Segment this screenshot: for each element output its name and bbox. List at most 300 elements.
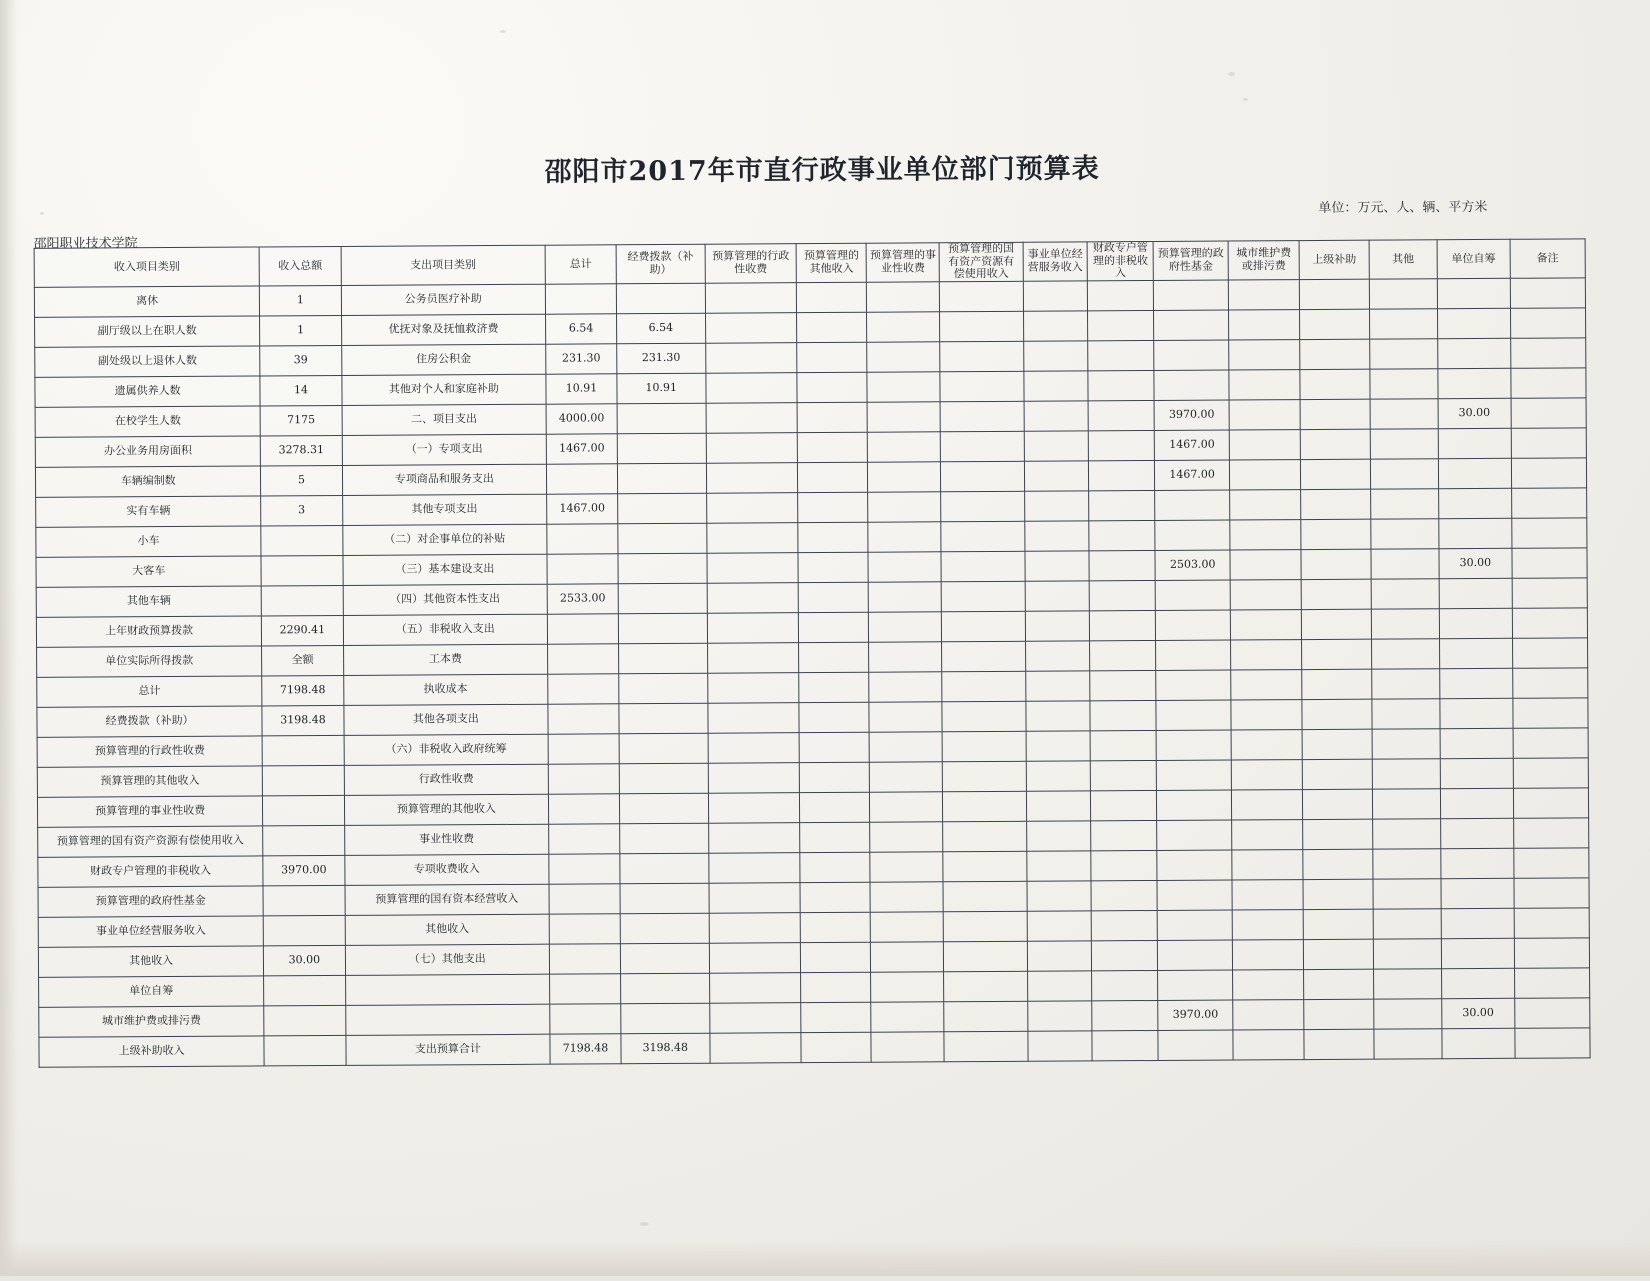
value-superior-subsidy xyxy=(1301,609,1371,639)
value-appropriation xyxy=(617,433,706,464)
value-superior-subsidy xyxy=(1303,849,1373,879)
value-state-asset xyxy=(941,581,1025,612)
value-nontax xyxy=(1088,370,1154,400)
value-institutional-fee xyxy=(871,1002,944,1032)
value-remarks xyxy=(1512,638,1587,668)
value-other xyxy=(1370,369,1438,399)
value-institutional-fee xyxy=(868,492,941,522)
value-institutional-fee xyxy=(870,792,943,822)
value-other-income xyxy=(801,942,871,972)
value-appropriation xyxy=(616,283,705,314)
value-other xyxy=(1374,999,1442,1029)
value-remarks xyxy=(1510,308,1585,338)
value-institutional-fee xyxy=(869,702,942,732)
value-operating-service xyxy=(1025,581,1090,611)
value-appropriation xyxy=(620,823,709,854)
value-admin-fee xyxy=(709,913,801,944)
value-nontax xyxy=(1092,910,1158,940)
value-operating-service xyxy=(1024,491,1089,521)
value-self-raised xyxy=(1438,488,1511,518)
value-other xyxy=(1374,1029,1442,1059)
page-title: 邵阳市2017年市直行政事业单位部门预算表 xyxy=(544,153,1100,188)
value-nontax xyxy=(1091,880,1157,910)
value-remarks xyxy=(1515,1028,1590,1058)
value-self-raised xyxy=(1437,308,1510,338)
value-government-fund xyxy=(1154,340,1229,370)
value-city-maintenance xyxy=(1231,670,1302,700)
value-total: 1467.00 xyxy=(547,494,618,524)
value-city-maintenance xyxy=(1231,610,1302,640)
value-superior-subsidy xyxy=(1299,279,1369,309)
value-nontax xyxy=(1090,640,1156,670)
value-appropriation xyxy=(617,403,706,434)
value-government-fund: 1467.00 xyxy=(1154,430,1229,460)
value-state-asset xyxy=(944,1001,1028,1032)
value-superior-subsidy xyxy=(1301,519,1371,549)
value-admin-fee xyxy=(706,523,798,554)
value-nontax xyxy=(1092,940,1158,970)
value-other-income xyxy=(801,1002,871,1032)
value-government-fund: 1467.00 xyxy=(1154,460,1229,490)
value-government-fund xyxy=(1154,370,1229,400)
value-appropriation xyxy=(620,943,709,974)
value-total: 4000.00 xyxy=(546,404,617,434)
value-admin-fee xyxy=(707,643,799,674)
value-operating-service xyxy=(1024,431,1089,461)
value-admin-fee xyxy=(709,943,801,974)
value-nontax xyxy=(1088,400,1154,430)
income-amount: 30.00 xyxy=(264,945,346,975)
income-label: 财政专户管理的非税收入 xyxy=(38,856,263,887)
expense-label: 预算管理的国有资本经营收入 xyxy=(345,884,550,915)
value-other-income xyxy=(799,612,869,642)
value-state-asset xyxy=(942,611,1026,642)
value-other xyxy=(1371,549,1439,579)
income-label: 经费拨款（补助） xyxy=(37,706,262,737)
value-institutional-fee xyxy=(869,732,942,762)
value-state-asset xyxy=(940,371,1024,402)
income-label: 事业单位经营服务收入 xyxy=(38,916,263,947)
income-amount: 3198.48 xyxy=(262,705,344,735)
unit-note: 单位：万元、人、辆、平方米 xyxy=(1318,199,1488,216)
header-income-category: 收入项目类别 xyxy=(34,247,260,287)
value-other-income xyxy=(800,882,870,912)
value-remarks xyxy=(1512,668,1587,698)
value-nontax xyxy=(1090,730,1156,760)
value-admin-fee xyxy=(705,343,797,374)
value-government-fund xyxy=(1155,520,1230,550)
value-operating-service xyxy=(1026,791,1091,821)
value-admin-fee xyxy=(706,373,798,404)
income-label: 上级补助收入 xyxy=(39,1036,264,1067)
value-other xyxy=(1372,699,1440,729)
value-city-maintenance xyxy=(1231,730,1302,760)
value-total xyxy=(548,644,619,674)
value-superior-subsidy xyxy=(1303,819,1373,849)
value-state-asset xyxy=(941,491,1025,522)
value-superior-subsidy xyxy=(1303,909,1373,939)
value-state-asset xyxy=(942,671,1026,702)
expense-label xyxy=(345,974,550,1005)
value-appropriation xyxy=(620,853,709,884)
value-nontax xyxy=(1091,760,1157,790)
value-superior-subsidy xyxy=(1300,339,1370,369)
value-state-asset xyxy=(941,431,1025,462)
value-government-fund xyxy=(1155,610,1230,640)
value-admin-fee xyxy=(705,313,797,344)
value-appropriation xyxy=(619,763,708,794)
value-remarks xyxy=(1513,818,1588,848)
value-admin-fee xyxy=(708,733,800,764)
value-other-income xyxy=(799,642,869,672)
value-state-asset xyxy=(943,881,1027,912)
value-government-fund xyxy=(1156,730,1231,760)
value-city-maintenance xyxy=(1232,850,1303,880)
income-amount: 7198.48 xyxy=(262,675,344,705)
value-total xyxy=(549,884,620,914)
income-label: 预算管理的政府性基金 xyxy=(38,886,263,917)
expense-label: 其他专项支出 xyxy=(342,494,547,525)
value-operating-service xyxy=(1026,701,1091,731)
value-total xyxy=(546,464,617,494)
value-superior-subsidy xyxy=(1302,669,1372,699)
expense-label: 专项商品和服务支出 xyxy=(342,464,547,495)
value-appropriation xyxy=(618,523,707,554)
value-nontax xyxy=(1090,580,1156,610)
value-appropriation xyxy=(621,1003,710,1034)
income-amount xyxy=(264,1035,346,1065)
value-remarks xyxy=(1511,488,1586,518)
value-admin-fee xyxy=(709,1003,801,1034)
value-appropriation xyxy=(619,673,708,704)
value-superior-subsidy xyxy=(1302,639,1372,669)
value-city-maintenance xyxy=(1233,1030,1304,1060)
value-city-maintenance xyxy=(1233,940,1304,970)
value-government-fund xyxy=(1157,850,1232,880)
value-self-raised xyxy=(1441,878,1514,908)
value-other xyxy=(1373,909,1441,939)
budget-table xyxy=(34,238,1591,1067)
value-state-asset xyxy=(941,521,1025,552)
value-other-income xyxy=(800,762,870,792)
value-city-maintenance xyxy=(1230,490,1301,520)
value-city-maintenance xyxy=(1229,310,1300,340)
value-total xyxy=(549,914,620,944)
value-institutional-fee xyxy=(871,1032,944,1062)
value-other xyxy=(1372,759,1440,789)
value-nontax xyxy=(1090,700,1156,730)
value-appropriation xyxy=(617,463,706,494)
income-label: 总计 xyxy=(37,676,262,707)
value-appropriation xyxy=(620,883,709,914)
value-total xyxy=(548,674,619,704)
value-total xyxy=(548,704,619,734)
expense-label: 工本费 xyxy=(343,644,548,675)
income-label: 预算管理的行政性收费 xyxy=(37,736,262,767)
value-operating-service xyxy=(1025,671,1090,701)
value-government-fund xyxy=(1158,1030,1233,1060)
income-label: 其他车辆 xyxy=(36,586,261,617)
value-city-maintenance xyxy=(1230,580,1301,610)
value-government-fund xyxy=(1156,760,1231,790)
value-other-income xyxy=(800,792,870,822)
income-label: 副处级以上退休人数 xyxy=(35,346,260,377)
value-admin-fee xyxy=(707,613,799,644)
value-state-asset xyxy=(943,761,1027,792)
value-other xyxy=(1372,789,1440,819)
value-nontax xyxy=(1091,850,1157,880)
value-remarks xyxy=(1514,848,1589,878)
value-admin-fee xyxy=(709,973,801,1004)
organization-name: 邵阳职业技术学院 xyxy=(33,236,138,252)
value-superior-subsidy xyxy=(1300,309,1370,339)
value-nontax xyxy=(1089,460,1155,490)
value-other xyxy=(1371,579,1439,609)
value-total: 7198.48 xyxy=(550,1034,621,1064)
header-state-asset-income: 预算管理的国有资产资源有偿使用收入 xyxy=(939,242,1023,281)
value-self-raised xyxy=(1441,938,1514,968)
value-state-asset xyxy=(943,851,1027,882)
value-self-raised xyxy=(1439,578,1512,608)
value-government-fund: 3970.00 xyxy=(1154,400,1229,430)
value-admin-fee xyxy=(708,763,800,794)
value-remarks xyxy=(1512,518,1587,548)
value-city-maintenance xyxy=(1230,550,1301,580)
income-amount xyxy=(261,555,343,585)
value-appropriation: 3198.48 xyxy=(621,1033,710,1064)
value-other-income xyxy=(798,462,868,492)
value-other xyxy=(1369,309,1437,339)
value-operating-service xyxy=(1025,521,1090,551)
expense-label: 行政性收费 xyxy=(344,764,549,795)
value-superior-subsidy xyxy=(1304,969,1374,999)
income-label: 预算管理的事业性收费 xyxy=(37,796,262,827)
value-appropriation xyxy=(621,973,710,1004)
value-self-raised xyxy=(1439,668,1512,698)
expense-label: 预算管理的其他收入 xyxy=(344,794,549,825)
header-nontax-income: 财政专户管理的非税收入 xyxy=(1087,241,1153,280)
value-self-raised xyxy=(1439,608,1512,638)
income-label: 上年财政预算拨款 xyxy=(36,616,261,647)
value-remarks xyxy=(1511,428,1586,458)
value-operating-service xyxy=(1028,1031,1093,1061)
value-other xyxy=(1374,969,1442,999)
value-remarks xyxy=(1511,398,1586,428)
value-self-raised xyxy=(1441,908,1514,938)
value-self-raised xyxy=(1440,698,1513,728)
value-total xyxy=(549,824,620,854)
income-amount xyxy=(261,525,343,555)
header-city-maintenance-fee: 城市维护费或排污费 xyxy=(1228,241,1299,280)
income-amount xyxy=(263,825,345,855)
value-admin-fee xyxy=(707,583,799,614)
value-institutional-fee xyxy=(870,762,943,792)
value-total xyxy=(547,524,618,554)
value-government-fund xyxy=(1157,940,1232,970)
header-expense-category: 支出项目类别 xyxy=(341,245,546,285)
value-self-raised xyxy=(1442,1028,1515,1058)
value-other-income xyxy=(799,732,869,762)
income-label: 单位自筹 xyxy=(39,976,264,1007)
income-label: 实有车辆 xyxy=(36,496,261,527)
value-total xyxy=(549,944,620,974)
income-amount xyxy=(263,915,345,945)
expense-label: 二、项目支出 xyxy=(342,404,547,435)
value-other xyxy=(1371,489,1439,519)
value-nontax xyxy=(1089,550,1155,580)
header-other: 其他 xyxy=(1369,240,1437,279)
value-city-maintenance xyxy=(1229,430,1300,460)
value-remarks xyxy=(1512,578,1587,608)
value-self-raised xyxy=(1438,428,1511,458)
value-nontax xyxy=(1089,430,1155,460)
value-government-fund xyxy=(1154,310,1229,340)
value-institutional-fee xyxy=(867,372,940,402)
income-amount: 3278.31 xyxy=(261,435,343,465)
value-operating-service xyxy=(1027,851,1092,881)
value-admin-fee xyxy=(706,403,798,434)
value-superior-subsidy xyxy=(1300,369,1370,399)
value-other xyxy=(1371,639,1439,669)
value-operating-service xyxy=(1027,1001,1092,1031)
value-government-fund xyxy=(1155,580,1230,610)
value-institutional-fee xyxy=(869,612,942,642)
value-total: 1467.00 xyxy=(546,434,617,464)
value-total xyxy=(549,854,620,884)
income-amount: 7175 xyxy=(260,405,342,435)
expense-label: 事业性收费 xyxy=(344,824,549,855)
income-label: 办公业务用房面积 xyxy=(35,436,260,467)
value-total xyxy=(550,1004,621,1034)
value-government-fund xyxy=(1157,790,1232,820)
value-operating-service xyxy=(1025,611,1090,641)
expense-label: 专项收费收入 xyxy=(344,854,549,885)
value-nontax xyxy=(1092,1030,1158,1060)
value-other-income xyxy=(798,552,868,582)
value-government-fund xyxy=(1157,820,1232,850)
income-label: 大客车 xyxy=(36,556,261,587)
value-state-asset xyxy=(944,971,1028,1002)
value-institutional-fee xyxy=(870,822,943,852)
value-state-asset xyxy=(942,731,1026,762)
value-operating-service xyxy=(1025,551,1090,581)
value-other xyxy=(1373,939,1441,969)
income-label: 在校学生人数 xyxy=(35,406,260,437)
value-superior-subsidy xyxy=(1303,879,1373,909)
expense-label: （七）其他支出 xyxy=(345,944,550,975)
income-label: 其他收入 xyxy=(38,946,263,977)
value-total xyxy=(547,614,618,644)
income-amount: 39 xyxy=(260,345,342,375)
expense-label: 支出预算合计 xyxy=(346,1034,551,1065)
value-remarks xyxy=(1514,968,1589,998)
value-other-income xyxy=(799,702,869,732)
value-remarks xyxy=(1511,458,1586,488)
income-amount: 全额 xyxy=(262,645,344,675)
value-total: 6.54 xyxy=(546,314,617,344)
value-city-maintenance xyxy=(1231,760,1302,790)
value-city-maintenance xyxy=(1233,1000,1304,1030)
expense-label: 其他收入 xyxy=(345,914,550,945)
value-city-maintenance xyxy=(1232,880,1303,910)
value-nontax xyxy=(1092,970,1158,1000)
value-city-maintenance xyxy=(1230,520,1301,550)
value-self-raised xyxy=(1440,788,1513,818)
income-label: 城市维护费或排污费 xyxy=(39,1006,264,1037)
header-grand-total: 总计 xyxy=(545,245,616,284)
value-nontax xyxy=(1088,340,1154,370)
income-label: 预算管理的国有资产资源有偿使用收入 xyxy=(38,826,263,857)
value-remarks xyxy=(1514,998,1589,1028)
expense-label: （五）非税收入支出 xyxy=(343,614,548,645)
value-nontax xyxy=(1092,1000,1158,1030)
value-self-raised xyxy=(1438,458,1511,488)
value-operating-service xyxy=(1024,371,1089,401)
value-self-raised: 30.00 xyxy=(1441,998,1514,1028)
value-institutional-fee xyxy=(868,432,941,462)
expense-label: （二）对企事单位的补贴 xyxy=(342,524,547,555)
value-remarks xyxy=(1514,878,1589,908)
value-other-income xyxy=(798,492,868,522)
value-state-asset xyxy=(941,551,1025,582)
header-government-fund: 预算管理的政府性基金 xyxy=(1153,241,1228,280)
value-city-maintenance xyxy=(1231,640,1302,670)
value-institutional-fee xyxy=(868,552,941,582)
value-remarks xyxy=(1513,758,1588,788)
header-operating-service-income: 事业单位经营服务收入 xyxy=(1023,242,1088,281)
value-state-asset xyxy=(943,821,1027,852)
value-total: 2533.00 xyxy=(547,584,618,614)
value-institutional-fee xyxy=(867,312,940,342)
expense-label: 其他对个人和家庭补助 xyxy=(342,374,547,405)
value-admin-fee xyxy=(709,883,801,914)
value-government-fund xyxy=(1158,970,1233,1000)
value-operating-service xyxy=(1024,461,1089,491)
value-admin-fee xyxy=(708,823,800,854)
value-city-maintenance xyxy=(1228,280,1299,310)
value-admin-fee xyxy=(707,553,799,584)
value-nontax xyxy=(1090,610,1156,640)
value-appropriation xyxy=(619,733,708,764)
income-amount xyxy=(263,765,345,795)
value-operating-service xyxy=(1023,341,1088,371)
value-institutional-fee xyxy=(871,942,944,972)
value-operating-service xyxy=(1027,971,1092,1001)
value-admin-fee xyxy=(708,853,800,884)
value-remarks xyxy=(1513,698,1588,728)
value-self-raised xyxy=(1441,968,1514,998)
value-other xyxy=(1372,729,1440,759)
value-institutional-fee xyxy=(867,342,940,372)
value-state-asset xyxy=(940,401,1024,432)
value-superior-subsidy xyxy=(1302,729,1372,759)
value-state-asset xyxy=(942,701,1026,732)
value-institutional-fee xyxy=(870,912,943,942)
value-operating-service xyxy=(1025,641,1090,671)
header-self-raised: 单位自筹 xyxy=(1437,239,1510,278)
value-institutional-fee xyxy=(869,672,942,702)
value-other xyxy=(1369,279,1437,309)
value-superior-subsidy xyxy=(1304,1029,1374,1059)
value-self-raised xyxy=(1439,638,1512,668)
value-city-maintenance xyxy=(1229,370,1300,400)
value-other-income xyxy=(798,432,868,462)
value-self-raised: 30.00 xyxy=(1438,398,1511,428)
value-operating-service xyxy=(1027,911,1092,941)
value-government-fund xyxy=(1153,280,1228,310)
value-other xyxy=(1373,849,1441,879)
value-government-fund xyxy=(1157,880,1232,910)
